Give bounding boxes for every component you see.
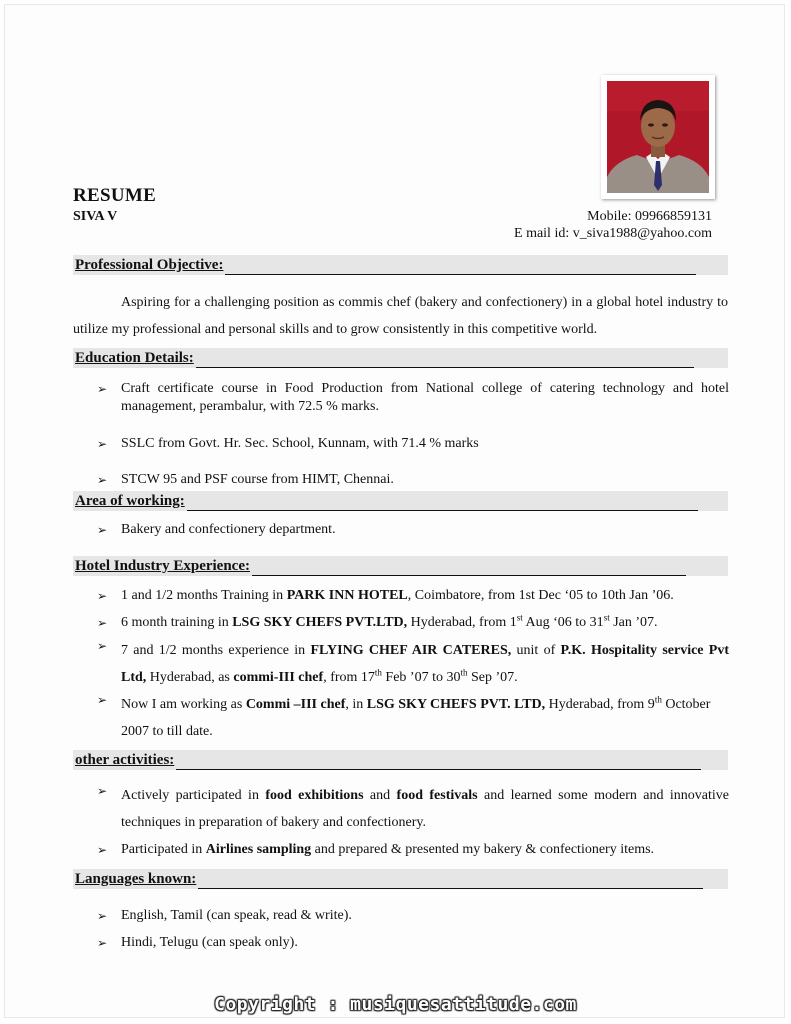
profile-photo-image: [607, 81, 709, 193]
bullet-arrow-icon: ➢: [97, 473, 108, 487]
bullet-arrow-icon: ➢: [97, 843, 108, 857]
bullet-arrow-icon: ➢: [97, 909, 108, 923]
education-item: ➢ SSLC from Govt. Hr. Sec. School, Kunnam, with 71.4 % marks: [97, 436, 479, 451]
experience-item: ➢ Now I am working as Commi –III chef, in LSG SKY CHEFS PVT. LTD, Hyderabad, from 9th October 2007 to till date.: [97, 691, 729, 745]
bullet-arrow-icon: ➢: [97, 784, 108, 798]
candidate-name: SIVA V: [73, 209, 118, 224]
activity-item: ➢ Actively participated in food exhibitions and food festivals and learned some modern and innovative techniques in preparation of bakery and confectionery.: [97, 782, 729, 836]
bullet-arrow-icon: ➢: [97, 936, 108, 950]
bullet-arrow-icon: ➢: [97, 437, 108, 451]
bullet-arrow-icon: ➢: [97, 693, 108, 707]
bullet-arrow-icon: ➢: [97, 382, 108, 396]
bullet-arrow-icon: ➢: [97, 616, 108, 630]
area-item: ➢ Bakery and confectionery department.: [97, 522, 336, 537]
bullet-arrow-icon: ➢: [97, 639, 108, 653]
activity-item: ➢ Participated in Airlines sampling and prepared & presented my bakery & confectionery items.: [97, 842, 655, 857]
language-item: ➢ Hindi, Telugu (can speak only).: [97, 935, 298, 950]
experience-item: ➢ 7 and 1/2 months experience in FLYING CHEF AIR CATERES, unit of P.K. Hospitality service Pvt Ltd, Hyderabad, as commi-III chef, from 17th Feb ’07 to 30th Sep ’07.: [97, 637, 729, 691]
language-item: ➢ English, Tamil (can speak, read & write).: [97, 908, 352, 923]
resume-page: [4, 4, 785, 1018]
education-item: ➢ STCW 95 and PSF course from HIMT, Chennai.: [97, 472, 394, 487]
bullet-arrow-icon: ➢: [97, 523, 108, 537]
profile-photo: [601, 75, 715, 199]
resume-title: RESUME: [73, 185, 157, 206]
section-heading-other-activities: other activities:: [73, 750, 728, 770]
copyright-watermark: Copyright : musiquesattitude.com: [214, 994, 577, 1015]
section-heading-area: Area of working:: [73, 491, 728, 511]
email-address: E mail id: v_siva1988@yahoo.com: [514, 226, 712, 241]
section-heading-languages: Languages known:: [73, 869, 728, 889]
education-item: ➢ Craft certificate course in Food Production from National college of catering technology and hotel management, perambalur, with 72.5 % marks.: [97, 381, 729, 414]
experience-item: ➢ 1 and 1/2 months Training in PARK INN HOTEL, Coimbatore, from 1st Dec ‘05 to 10th Jan ’06.: [97, 588, 674, 603]
bullet-arrow-icon: ➢: [97, 589, 108, 603]
mobile-number: Mobile: 09966859131: [587, 209, 712, 224]
objective-paragraph: Aspiring for a challenging position as commis chef (bakery and confectionery) in a global hotel industry to utilize my professional and personal skills and to grow consistently in this competitive world.: [73, 295, 728, 337]
section-heading-objective: Professional Objective:: [73, 255, 728, 275]
experience-item: ➢ 6 month training in LSG SKY CHEFS PVT.LTD, Hyderabad, from 1st Aug ‘06 to 31st Jan ’07.: [97, 612, 658, 630]
section-heading-education: Education Details:: [73, 348, 728, 368]
section-heading-experience: Hotel Industry Experience:: [73, 556, 728, 576]
